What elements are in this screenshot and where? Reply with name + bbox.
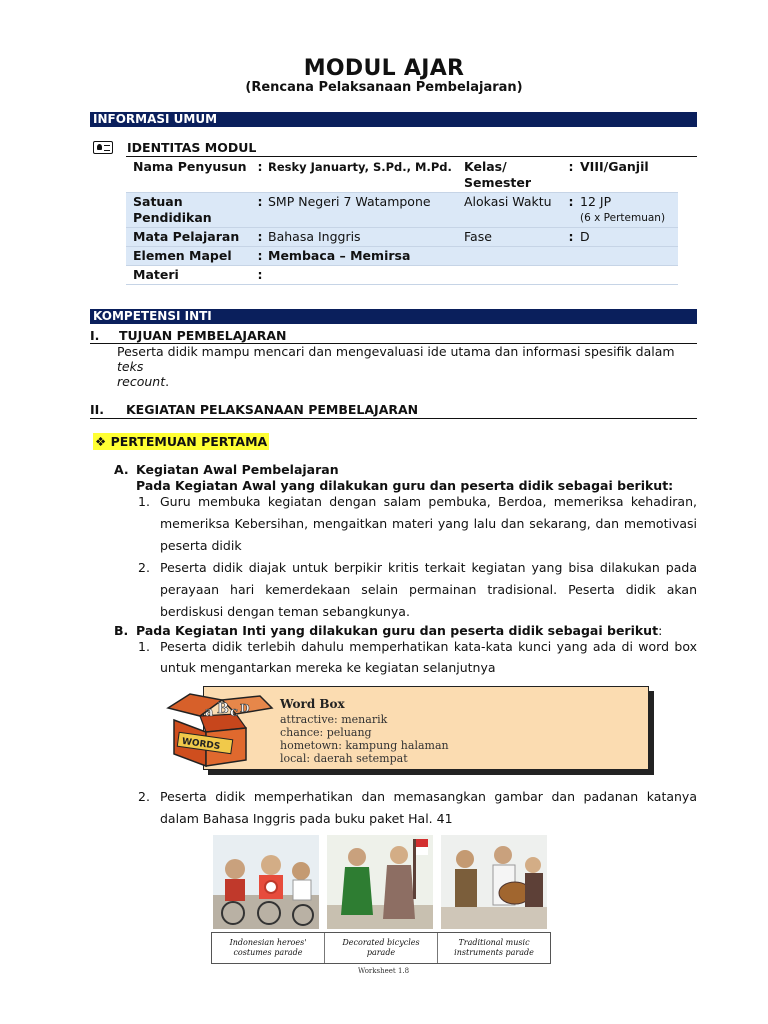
word-box-item: attractive: menarik [280,713,388,726]
value-fase: D [580,228,678,247]
crate-label: WORDS [181,736,221,753]
tujuan-text [117,344,697,389]
kegiatan-inti-list-2 [138,786,697,830]
label-satuan-pendidikan: Satuan Pendidikan [126,193,252,228]
colon: : [562,193,580,228]
identitas-heading [93,139,697,157]
caption-music: Traditional music instruments parade [454,938,534,957]
table-row [126,266,678,285]
worksheet-label: Worksheet 1.8 [358,967,410,975]
pertemuan-highlight [93,433,269,450]
list-item-text: Guru membuka kegiatan dengan salam pembuka, Berdoa, memeriksa kehadiran, memeriksa Kebersihan, mengaitkan materi yang lalu dan sekarang, dan memotivasi peserta didik [160,494,697,553]
section-number-2: II. [90,402,105,417]
list-item [138,636,697,678]
list-item-text: Peserta didik memperhatikan dan memasangkan gambar dan padanan katanya dalam Bahasa Inggris pada buku paket Hal. 41 [160,789,697,826]
svg-text:D: D [240,702,250,715]
worksheet-pictures [213,835,547,930]
tujuan-text-end: . [165,374,170,389]
label-nama-penyusun: Nama Penyusun [133,159,247,174]
svg-text:a: a [205,705,214,720]
alokasi-pertemuan: (6 x Pertemuan) [580,212,666,224]
word-box-item: chance: peluang [280,726,372,739]
label-elemen-mapel: Elemen Mapel [126,247,252,266]
list-item [138,491,697,557]
list-number: 2. [138,789,150,804]
informasi-umum-bar: INFORMASI UMUM [90,112,697,127]
divider [90,418,697,419]
table-row [126,158,678,193]
value-mata-pelajaran: Bahasa Inggris [268,228,464,247]
colon: : [257,159,263,174]
kegiatan-inti-colon: : [658,623,663,638]
section-number-1: I. [90,328,100,343]
caption-heroes: Indonesian heroes' costumes parade [212,933,325,963]
word-box-item: hometown: kampung halaman [280,739,449,752]
diamond-bullet-icon: ❖ [95,434,107,449]
word-crate-illustration [160,690,278,768]
identity-table [126,158,678,285]
document-subtitle: (Rencana Pelaksanaan Pembelajaran) [245,80,523,95]
list-number: 1. [138,639,150,654]
word-box-title: Word Box [280,697,345,711]
word-box-item: local: daerah setempat [280,752,408,765]
label-fase: Fase [464,228,562,247]
section-letter-a: A. [114,462,129,477]
list-number: 1. [138,494,150,509]
label-alokasi-waktu: Alokasi Waktu [464,193,562,228]
music-parade-illustration [441,835,547,929]
worksheet-captions [211,932,551,964]
list-item-text: Peserta didik diajak untuk berpikir kritis terkait kegiatan yang bisa dilakukan pada perayaan hari kemerdekaan selain permainan tradisional. Peserta didik akan berdiskusi dengan teman sebangkunya. [160,560,697,619]
table-row [126,228,678,247]
pertemuan-label: PERTEMUAN PERTAMA [110,434,268,449]
svg-text:B: B [217,701,229,717]
heroes-costume-illustration [327,835,433,929]
section-letter-b: B. [114,623,129,638]
kegiatan-awal-title: Kegiatan Awal Pembelajaran [136,462,339,477]
divider [126,156,697,157]
value-elemen-mapel: Membaca – Memirsa [268,247,464,266]
value-alokasi-waktu [580,193,678,228]
tujuan-text-main: Peserta didik mampu mencari dan mengevaluasi ide utama dan informasi spesifik dalam [117,344,675,359]
value-satuan-pendidikan: SMP Negeri 7 Watampone [268,193,464,228]
alokasi-jp: 12 JP [580,194,612,209]
colon: : [257,267,263,282]
tujuan-text-italic: recount [117,374,166,389]
label-mata-pelajaran: Mata Pelajaran [126,228,252,247]
section-title-kegiatan: KEGIATAN PELAKSANAAN PEMBELAJARAN [126,402,419,417]
table-row [126,193,678,228]
label-kelas-semester: Kelas/ Semester [464,159,532,190]
label-materi: Materi [133,267,179,282]
colon: : [562,228,580,247]
bicycle-parade-illustration [213,835,319,929]
document-title: MODUL AJAR [303,56,465,81]
colon: : [252,193,268,228]
table-row [126,247,678,266]
list-number: 2. [138,560,150,575]
list-item-text: Peserta didik terlebih dahulu memperhatikan kata-kata kunci yang ada di word box untuk mengantarkan mereka ke kegiatan selanjutnya [160,639,697,675]
value-kelas-semester: VIII/Ganjil [580,159,649,174]
colon: : [568,159,574,174]
list-item [138,557,697,623]
section-title-tujuan: TUJUAN PEMBELAJARAN [119,328,287,343]
kegiatan-awal-subtitle: Pada Kegiatan Awal yang dilakukan guru dan peserta didik sebagai berikut: [136,478,674,493]
id-card-icon [93,141,113,154]
svg-text:c: c [230,705,238,720]
kegiatan-awal-list [138,491,697,623]
kegiatan-inti-list-1 [138,636,697,678]
colon: : [252,228,268,247]
value-nama-penyusun: Resky Januarty, S.Pd., M.Pd. [268,160,452,174]
tujuan-text-italic: teks [117,359,144,374]
kegiatan-inti-title-text: Pada Kegiatan Inti yang dilakukan guru dan peserta didik sebagai berikut [136,623,659,638]
colon: : [252,247,268,266]
list-item [138,786,697,830]
kompetensi-inti-bar: KOMPETENSI INTI [90,309,697,324]
caption-bicycles: Decorated bicycles parade [325,933,438,963]
identitas-title: IDENTITAS MODUL [127,140,257,155]
